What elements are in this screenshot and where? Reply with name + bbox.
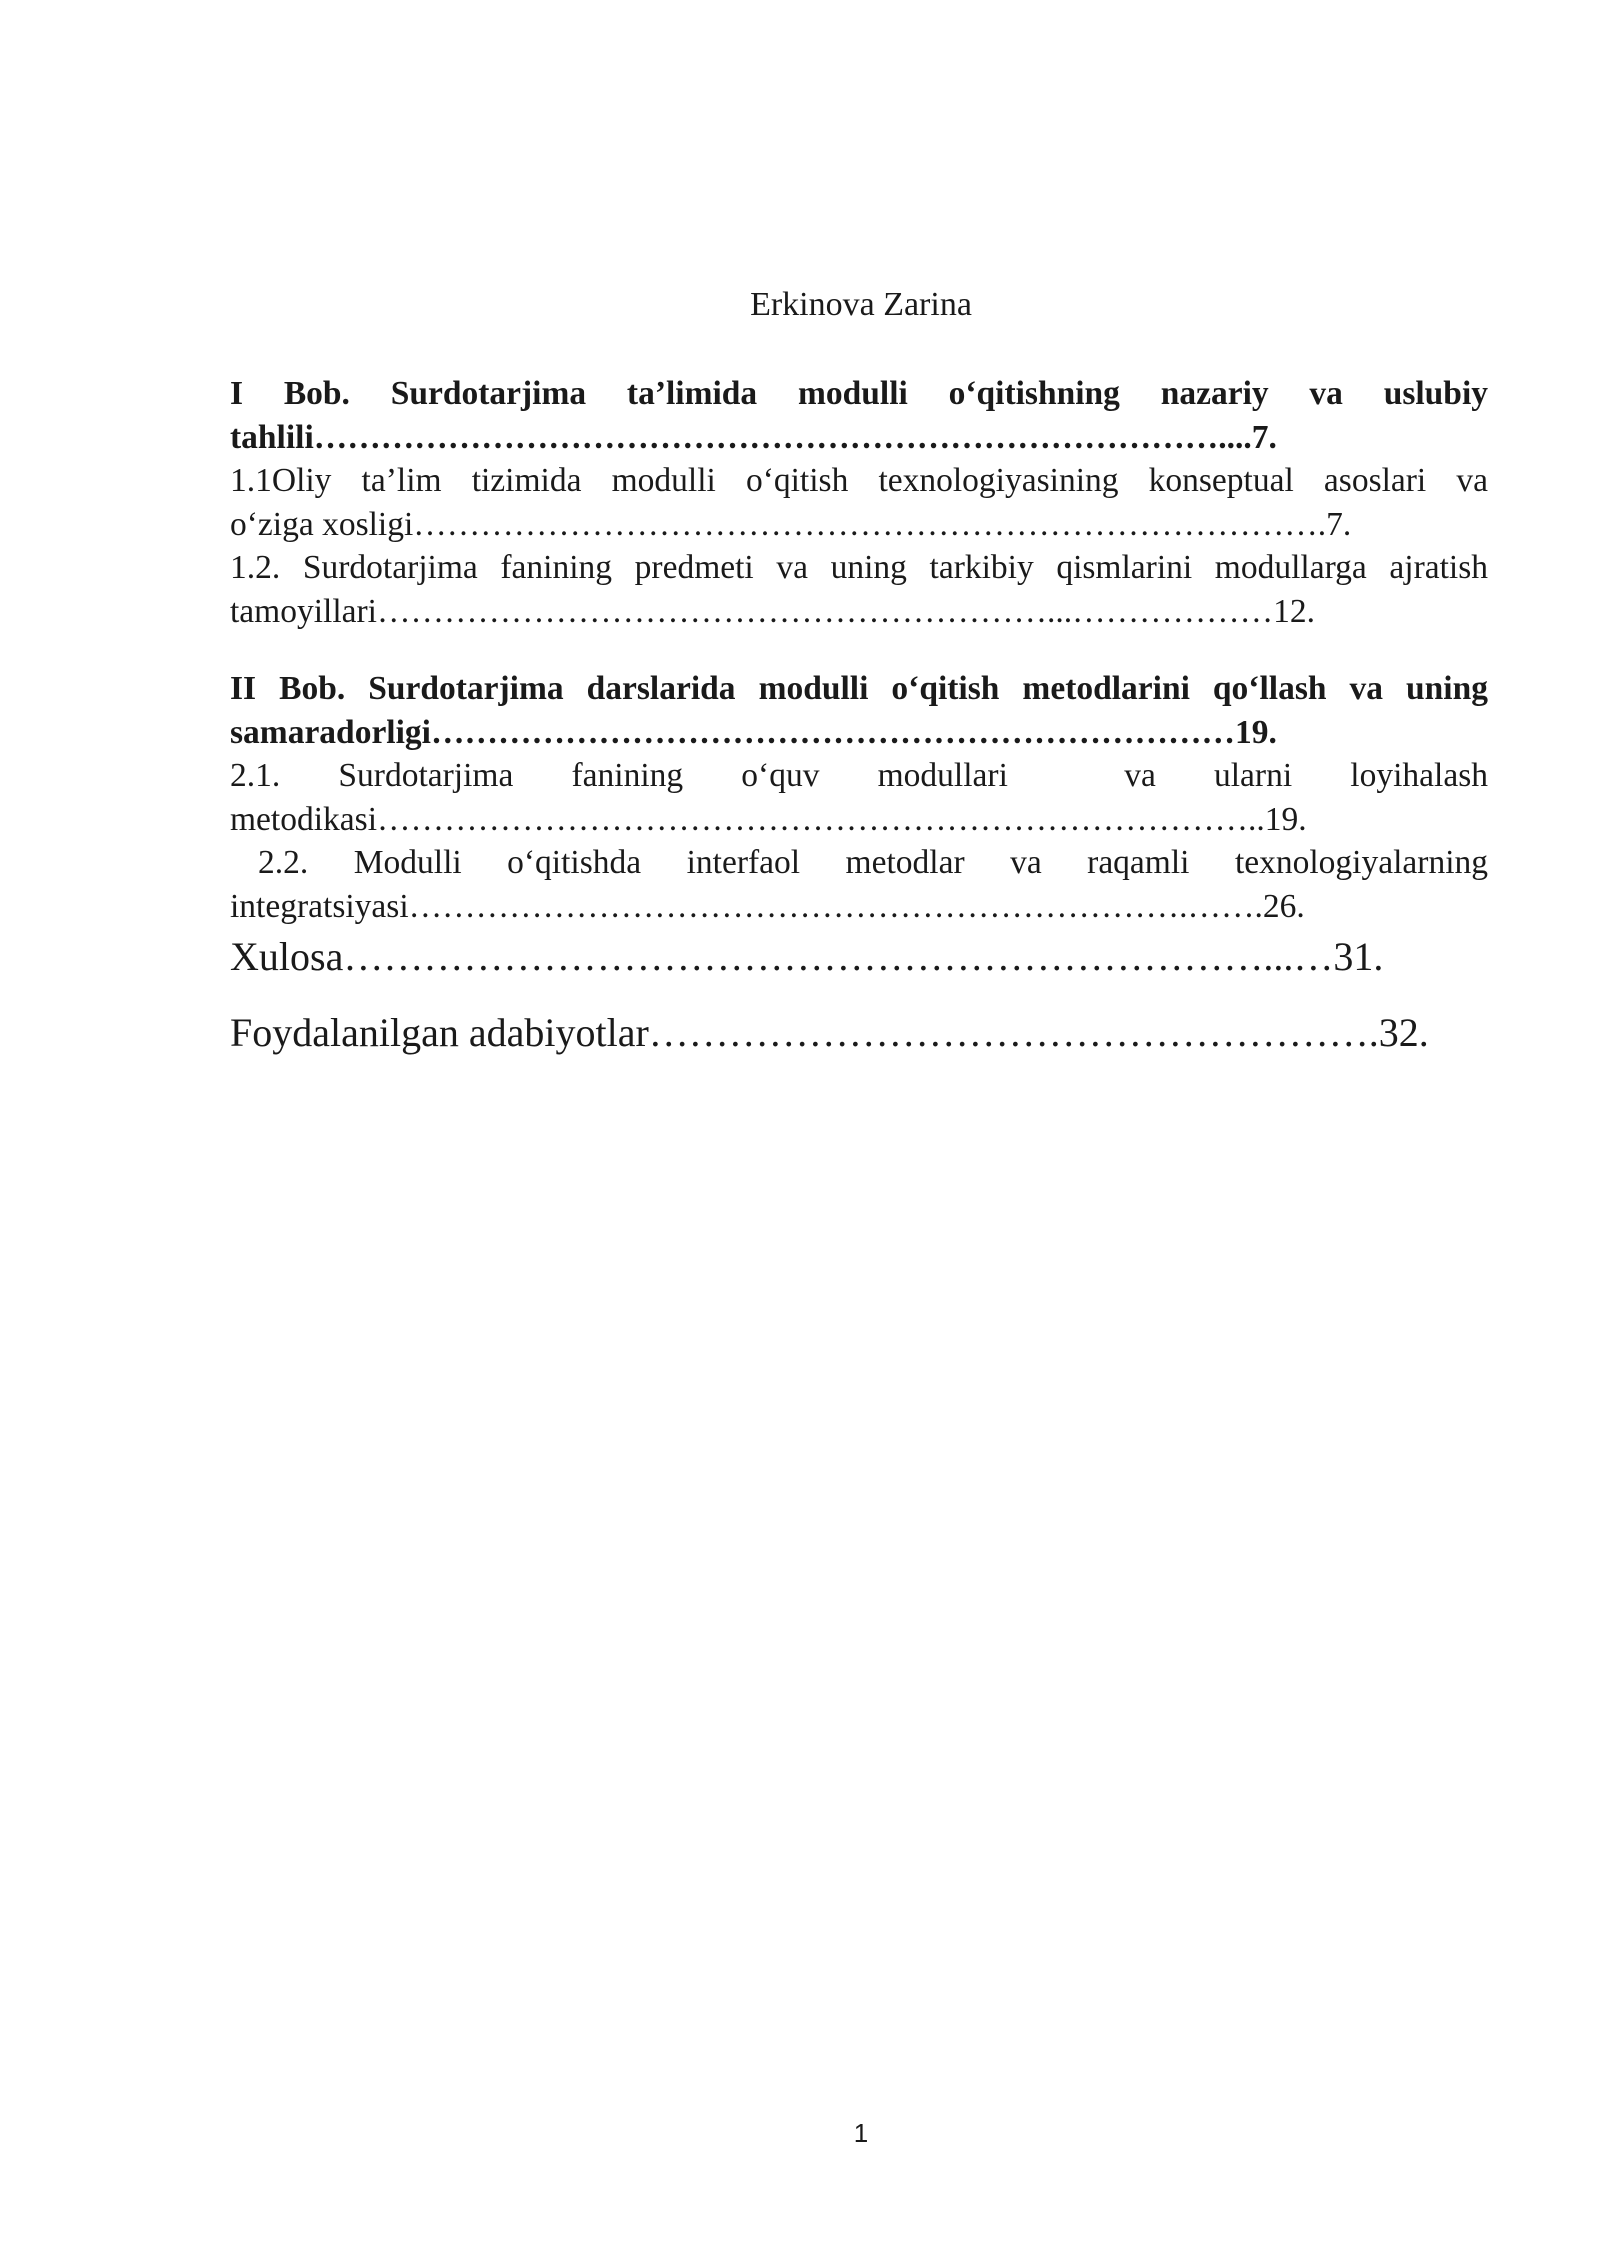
toc-chapter-1-line-2: tahlili………………………………………………………………………....7.: [230, 418, 1277, 456]
toc-section-1-1-line-1: 1.1Oliy ta’lim tizimida modulli o‘qitish texnologiyasining konseptual asoslari va: [230, 462, 1488, 499]
toc-conclusion: Xulosa……………………………………………………………...…31.: [230, 934, 1384, 979]
toc-section-1-1: [230, 459, 1488, 546]
toc-section-1-2-line-1: 1.2. Surdotarjima fanining predmeti va uning tarkibiy qismlarini modullarga ajratish: [230, 549, 1488, 586]
toc-chapter-1: [230, 372, 1488, 459]
toc-chapter-2-line-2: samaradorligi………………………………………………………………19.: [230, 713, 1277, 751]
toc-section-1-1-line-2: o‘ziga xosligi……………………………………………………………………….7.: [230, 505, 1352, 543]
toc-section-2-2: [230, 841, 1488, 928]
toc-chapter-2: [230, 667, 1488, 754]
toc-section-2-1: [230, 754, 1488, 841]
page-number: 1: [853, 2118, 869, 2148]
toc-section-2-2-line-2: integratsiyasi…………………………………………………………….…….26.: [230, 887, 1305, 925]
table-of-contents: [230, 372, 1488, 1058]
toc-section-1-2: [230, 546, 1488, 633]
toc-chapter-2-line-1: II Bob. Surdotarjima darslarida modulli o‘qitish metodlarini qo‘llash va uning: [230, 670, 1488, 707]
toc-section-1-2-line-2: tamoyillari……………………………………………………...………………12.: [230, 592, 1315, 630]
toc-chapter-1-line-1: I Bob. Surdotarjima ta’limida modulli o‘qitishning nazariy va uslubiy: [230, 375, 1488, 412]
toc-section-2-1-line-1: 2.1. Surdotarjima fanining o‘quv modullari va ularni loyihalash: [230, 757, 1488, 794]
section-gap: [230, 633, 1488, 667]
toc-references: Foydalanilgan adabiyotlar……………………………………………….32.: [230, 1010, 1429, 1055]
toc-section-2-1-line-2: metodikasi……………………………………………………………………..19.: [230, 800, 1307, 838]
toc-section-2-2-line-1: 2.2. Modulli o‘qitishda interfaol metodlar va raqamli texnologiyalarning: [258, 844, 1488, 881]
author-name: Erkinova Zarina: [750, 286, 972, 323]
